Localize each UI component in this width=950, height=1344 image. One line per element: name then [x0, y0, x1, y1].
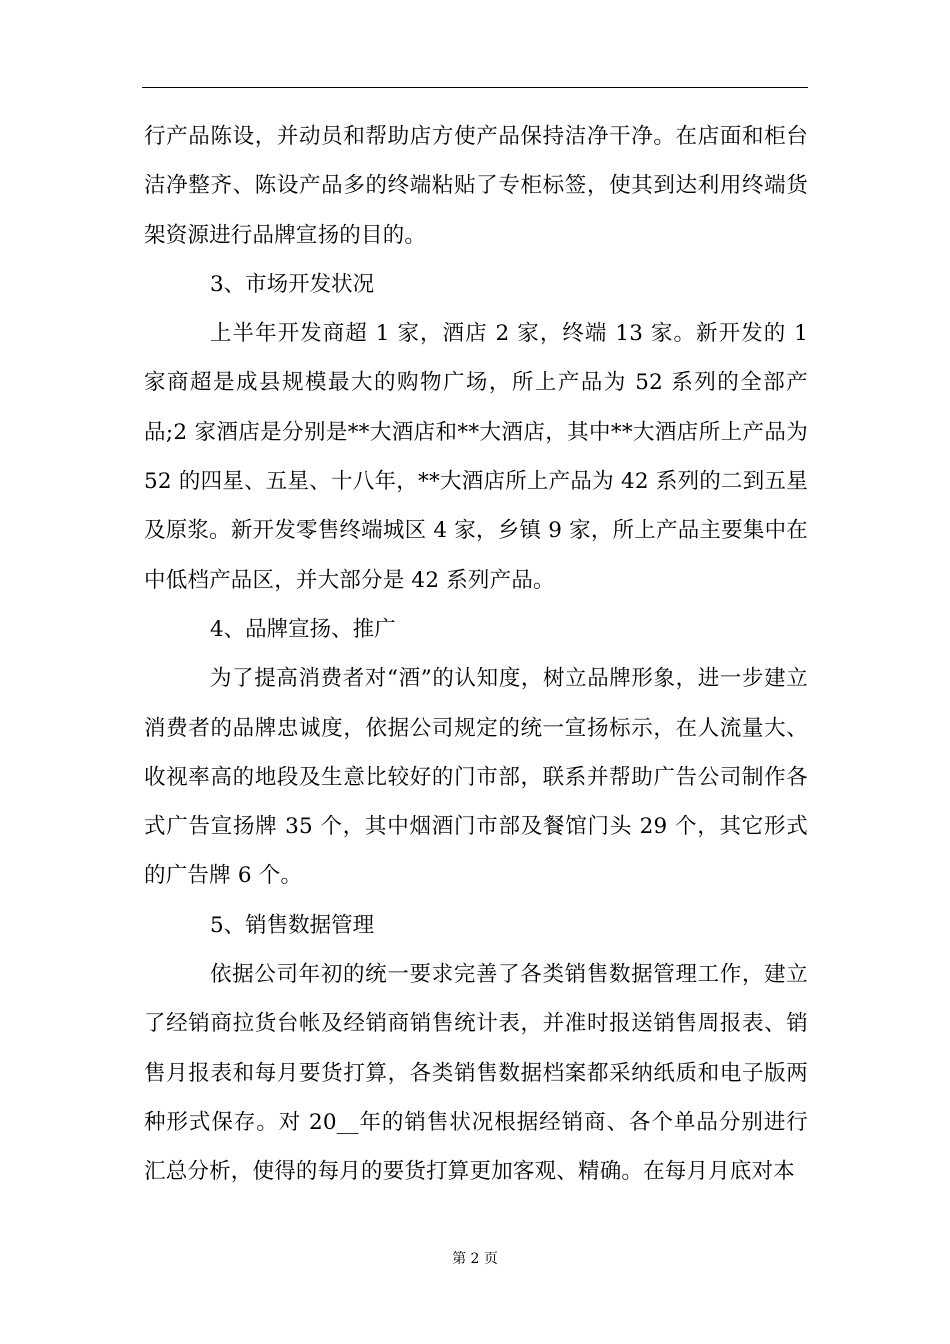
section-heading-sales-data: 5、销售数据管理 — [210, 912, 375, 938]
section-heading-market-development: 3、市场开发状况 — [210, 271, 375, 297]
header-rule — [142, 87, 808, 88]
section-heading-brand-promotion: 4、品牌宣扬、推广 — [210, 616, 396, 642]
paragraph-sales-data: 依据公司年初的统一要求完善了各类销售数据管理工作，建立了经销商拉货台帐及经销商销售统计表，并准时报送销售周报表、销售月报表和每月要货打算，各类销售数据档案都采纳纸质和电子版两种形式保存。对 20__年的销售状况根据经销商、各个单品分别进行汇总分析，使得的每月的要货打算更加客观、精确。在每月月底对本 — [144, 962, 808, 1185]
paragraph-market-development: 上半年开发商超 1 家，酒店 2 家，终端 13 家。新开发的 1 家商超是成县规模最大的购物广场，所上产品为 52 系列的全部产品;2 家酒店是分别是**大酒店和**大酒店，其中**大酒店所上产品为 52 的四星、五星、十八年，**大酒店所上产品为 42 系列的二到五星及原浆。新开发零售终端城区 4 家，乡镇 9 家，所上产品主要集中在中低档产品区，并大部分是 42 系列产品。 — [144, 321, 808, 593]
paragraph-product-display-continued: 行产品陈设，并动员和帮助店方使产品保持洁净干净。在店面和柜台洁净整齐、陈设产品多的终端粘贴了专柜标签，使其到达利用终端货架资源进行品牌宣扬的目的。 — [144, 124, 808, 248]
document-body — [144, 112, 808, 1197]
page-number: 第 2 页 — [452, 1251, 498, 1267]
paragraph-brand-promotion: 为了提高消费者对“酒”的认知度，树立品牌形象，进一步建立消费者的品牌忠诚度，依据公司规定的统一宣扬标示，在人流量大、收视率高的地段及生意比较好的门市部，联系并帮助广告公司制作各式广告宣扬牌 35 个，其中烟酒门市部及餐馆门头 29 个，其它形式的广告牌 6 个。 — [144, 666, 808, 889]
